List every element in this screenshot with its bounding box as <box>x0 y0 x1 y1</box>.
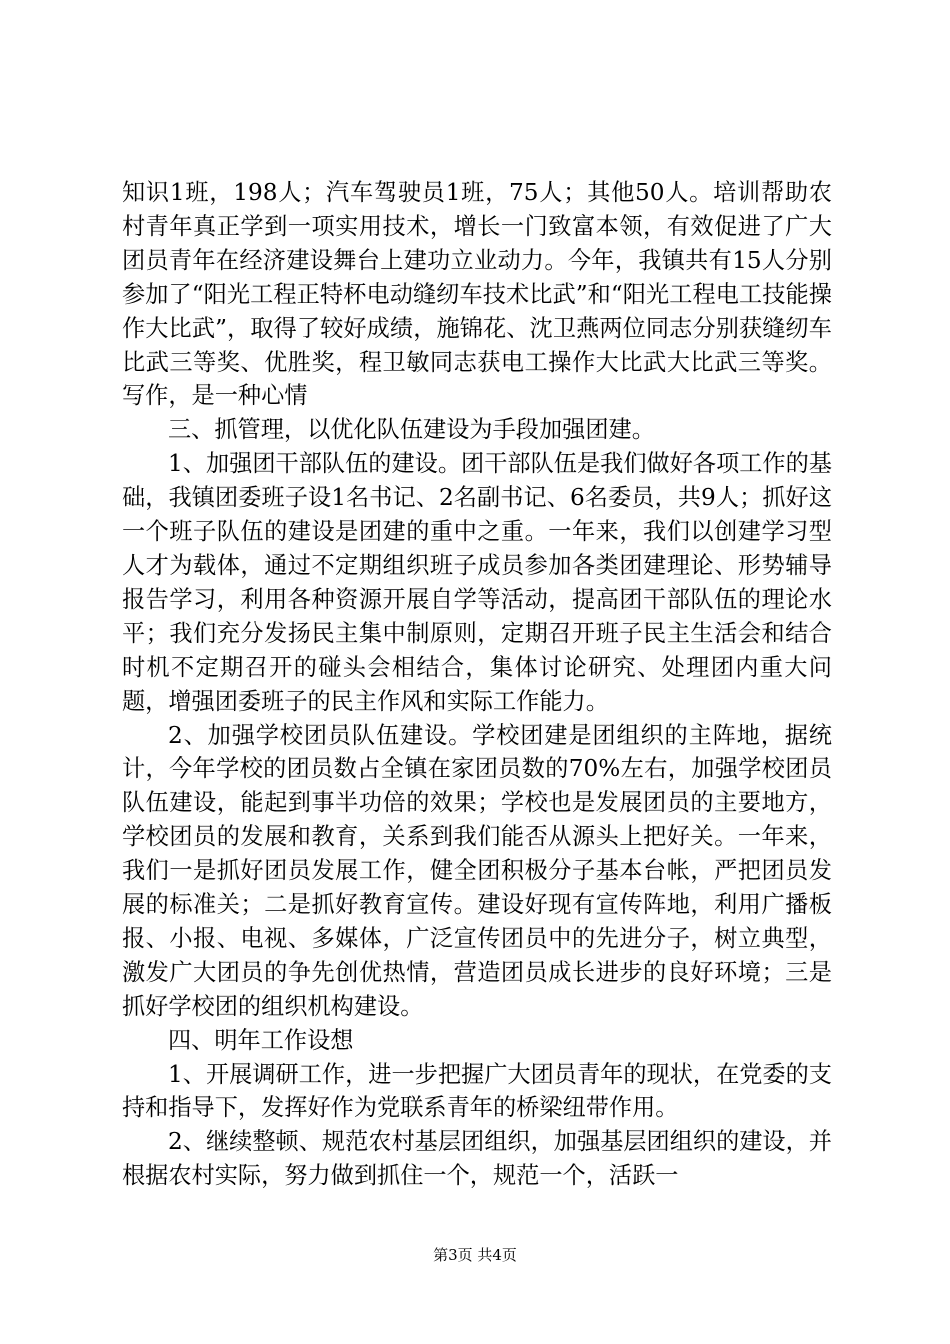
paragraph-school-members: 2、加强学校团员队伍建设。学校团建是团组织的主阵地，据统计，今年学校的团员数占全镇在家团员数的70%左右，加强学校团员队伍建设，能起到事半功倍的效果；学校也是发展团员的主要地方，学校团员的发展和教育，关系到我们能否从源头上把好关。一年来，我们一是抓好团员发展工作，健全团积极分子基本台帐，严把团员发展的标准关；二是抓好教育宣传。建设好现有宣传阵地，利用广播板报、小报、电视、多媒体，广泛宣传团员中的先进分子，树立典型，激发广大团员的争先创优热情，营造团员成长进步的良好环境；三是抓好学校团的组织机构建设。 <box>122 721 832 1020</box>
paragraph-plan-one: 1、开展调研工作，进一步把握广大团员青年的现状，在党委的支持和指导下，发挥好作为党联系青年的桥梁纽带作用。 <box>122 1060 832 1122</box>
paragraph-plan-two: 2、继续整顿、规范农村基层团组织，加强基层团组织的建设，并根据农村实际，努力做到抓住一个，规范一个，活跃一 <box>122 1128 832 1190</box>
document-body <box>122 176 832 1193</box>
section-heading-three: 三、抓管理，以优化队伍建设为手段加强团建。 <box>168 416 655 444</box>
section-heading-four: 四、明年工作设想 <box>168 1026 354 1054</box>
paragraph-cadre-team: 1、加强团干部队伍的建设。团干部队伍是我们做好各项工作的基础，我镇团委班子设1名书记、2名副书记、6名委员，共9人；抓好这一个班子队伍的建设是团建的重中之重。一年来，我们以创建学习型人才为载体，通过不定期组织班子成员参加各类团建理论、形势辅导报告学习，利用各种资源开展自学等活动，提高团干部队伍的理论水平；我们充分发扬民主集中制原则，定期召开班子民主生活会和结合时机不定期召开的碰头会相结合，集体讨论研究、处理团内重大问题，增强团委班子的民主作风和实际工作能力。 <box>122 450 832 715</box>
paragraph-continuation: 知识1班，198人；汽车驾驶员1班，75人；其他50人。培训帮助农村青年真正学到一项实用技术，增长一门致富本领，有效促进了广大团员青年在经济建设舞台上建功立业动力。今年，我镇共有15人分别参加了“阳光工程正特杯电动缝纫车技术比武”和“阳光工程电工技能操作大比武”，取得了较好成绩，施锦花、沈卫燕两位同志分别获缝纫车比武三等奖、优胜奖，程卫敏同志获电工操作大比武大比武三等奖。写作，是一种心情 <box>122 179 832 410</box>
page-number-footer: 第3页 共4页 <box>433 1246 517 1264</box>
